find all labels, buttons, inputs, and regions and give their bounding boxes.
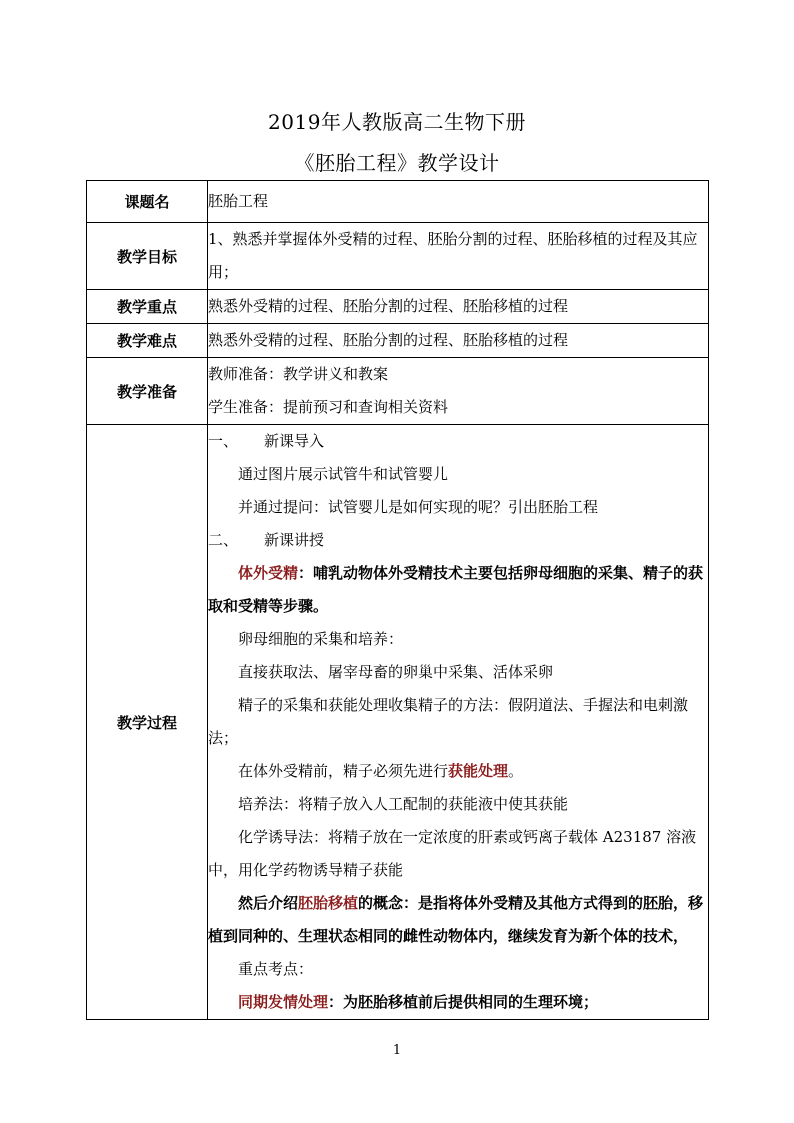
process-paragraph (208, 887, 708, 953)
document-subtitle: 《胚胎工程》教学设计 (294, 151, 500, 175)
section-title: 新课讲授 (264, 531, 325, 549)
row-label-process: 教学过程 (87, 425, 208, 1020)
row-label-preparation: 教学准备 (87, 358, 208, 425)
key-term: 获能处理 (448, 762, 509, 780)
process-paragraph: 培养法：将精子放入人工配制的获能液中使其获能 (238, 795, 569, 813)
process-value (208, 425, 709, 1020)
process-paragraph: 并通过提问：试管婴儿是如何实现的呢？引出胚胎工程 (238, 498, 599, 516)
row-label-key-point: 教学重点 (87, 290, 208, 324)
text-fragment: 。 (508, 762, 524, 780)
process-paragraph (208, 986, 708, 1019)
key-term: 体外受精 (238, 564, 299, 582)
section-number: 一、 (208, 432, 239, 450)
process-paragraph (208, 557, 708, 623)
text-fragment: 在体外受精前，精子必须先进行 (238, 762, 449, 780)
key-term: 胚胎移植 (298, 894, 359, 912)
term-description: 的概念：是指将体外受精及其他方式得到的胚胎，移植到同种的、生理状态相同的雌性动物体内，继续发育为新个体的技术， (208, 894, 704, 945)
section-heading-intro (208, 425, 708, 458)
process-paragraph: 卵母细胞的采集和培养： (238, 630, 404, 648)
objective-value: 1、熟悉并掌握体外受精的过程、胚胎分割的过程、胚胎移植的过程及其应用； (208, 223, 709, 290)
section-heading-lecture (208, 524, 708, 557)
student-preparation: 学生准备：提前预习和查询相关资料 (208, 398, 449, 416)
table-row-process (87, 425, 709, 1020)
row-label-topic: 课题名 (87, 181, 208, 223)
section-title: 新课导入 (264, 432, 325, 450)
process-paragraph: 重点考点： (238, 960, 314, 978)
process-paragraph: 精子的采集和获能处理收集精子的方法：假阴道法、手握法和电刺激法； (208, 696, 689, 747)
table-row-difficulty (87, 324, 709, 358)
page-number: 1 (392, 1043, 402, 1058)
term-description: ：为胚胎移植前后提供相同的生理环境； (328, 993, 599, 1011)
table-row-topic (87, 181, 709, 223)
topic-value: 胚胎工程 (208, 181, 709, 223)
section-number: 二、 (208, 531, 239, 549)
table-row-key-point (87, 290, 709, 324)
document-title: 2019年人教版高二生物下册 (268, 110, 526, 134)
key-point-value: 熟悉外受精的过程、胚胎分割的过程、胚胎移植的过程 (208, 290, 709, 324)
table-row-objective (87, 223, 709, 290)
table-row-preparation (87, 358, 709, 425)
process-paragraph: 通过图片展示试管牛和试管婴儿 (238, 465, 449, 483)
teacher-preparation: 教师准备：教学讲义和教案 (208, 365, 389, 383)
process-paragraph: 化学诱导法：将精子放在一定浓度的肝素或钙离子载体 A23187 溶液中，用化学药物诱导精子获能 (208, 828, 697, 879)
lesson-plan-table (86, 180, 709, 1020)
term-description: ：哺乳动物体外受精技术主要包括卵母细胞的采集、精子的获取和受精等步骤。 (208, 564, 704, 615)
difficulty-value: 熟悉外受精的过程、胚胎分割的过程、胚胎移植的过程 (208, 324, 709, 358)
row-label-objective: 教学目标 (87, 223, 208, 290)
key-term: 同期发情处理 (238, 993, 329, 1011)
process-paragraph (208, 755, 708, 788)
preparation-value (208, 358, 709, 425)
text-fragment: 然后介绍 (238, 894, 299, 912)
row-label-difficulty: 教学难点 (87, 324, 208, 358)
process-paragraph: 直接获取法、屠宰母畜的卵巢中采集、活体采卵 (238, 663, 554, 681)
